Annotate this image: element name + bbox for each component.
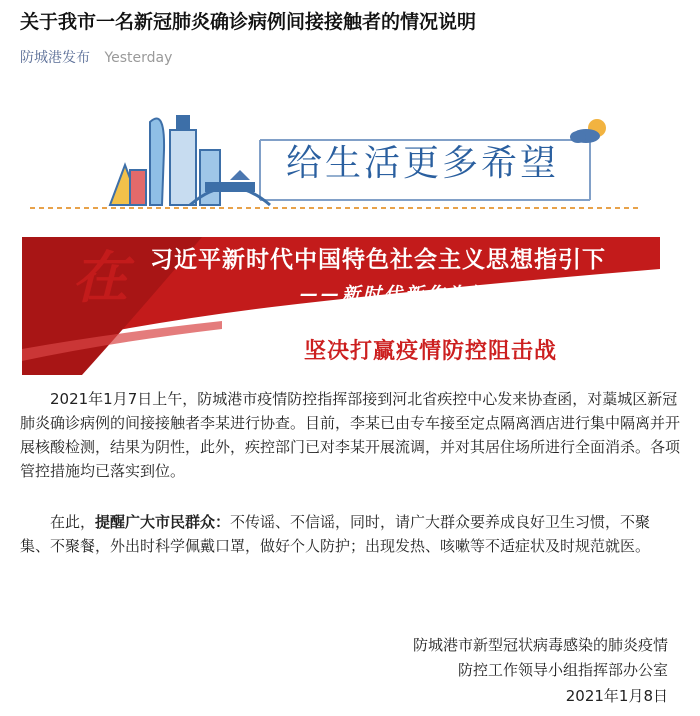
body-paragraph-1: 2021年1月7日上午，防城港市疫情防控指挥部接到河北省疾控中心发来协查函，对藁城区新冠肺炎确诊病例的间接接触者李某进行协查。目前，李某已由专车接至定点隔离酒店进行集中隔离并开展核酸检测，结果为阴性，此外，疾控部门已对李某开展流调，并对其居住场所进行全面消杀。各项管控措施均已落实到位。 [20,390,681,480]
paragraph2-highlight: 提醒广大市民群众： [95,513,231,531]
red-banner [22,237,660,375]
banner-headline: 习近平新时代中国特色社会主义思想指引下 [150,247,606,273]
article-meta [20,48,172,68]
banner-subline: ——新时代新作为新篇章 [300,284,531,305]
paragraph2-rest: 不传谣、不信谣，同时，请广大群众要养成良好卫生习惯，不聚集、不聚餐，外出时科学佩戴口罩，做好个人防护；出现发热、咳嗽等不适症状及时规范就医。 [20,513,651,555]
signature-date: 2021年1月8日 [565,687,668,705]
sun-cloud-icon [570,119,606,143]
slogan-text: 给生活更多希望 [286,143,560,184]
body-paragraph-2 [20,510,680,558]
banner-slogan: 坚决打赢疫情防控阻击战 [304,339,558,364]
signature-org-line2: 防控工作领导小组指挥部办公室 [457,661,668,679]
publish-time: Yesterday [104,50,173,66]
article-title: 关于我市一名新冠肺炎确诊病例间接接触者的情况说明 [20,11,477,33]
skyline-icon [110,115,270,205]
paragraph2-lead: 在此， [50,513,96,531]
banner-big-character: 在 [72,245,128,311]
signature-org-line1: 防城港市新型冠状病毒感染的肺炎疫情 [412,636,668,654]
account-link[interactable]: 防城港发布 [20,50,90,66]
